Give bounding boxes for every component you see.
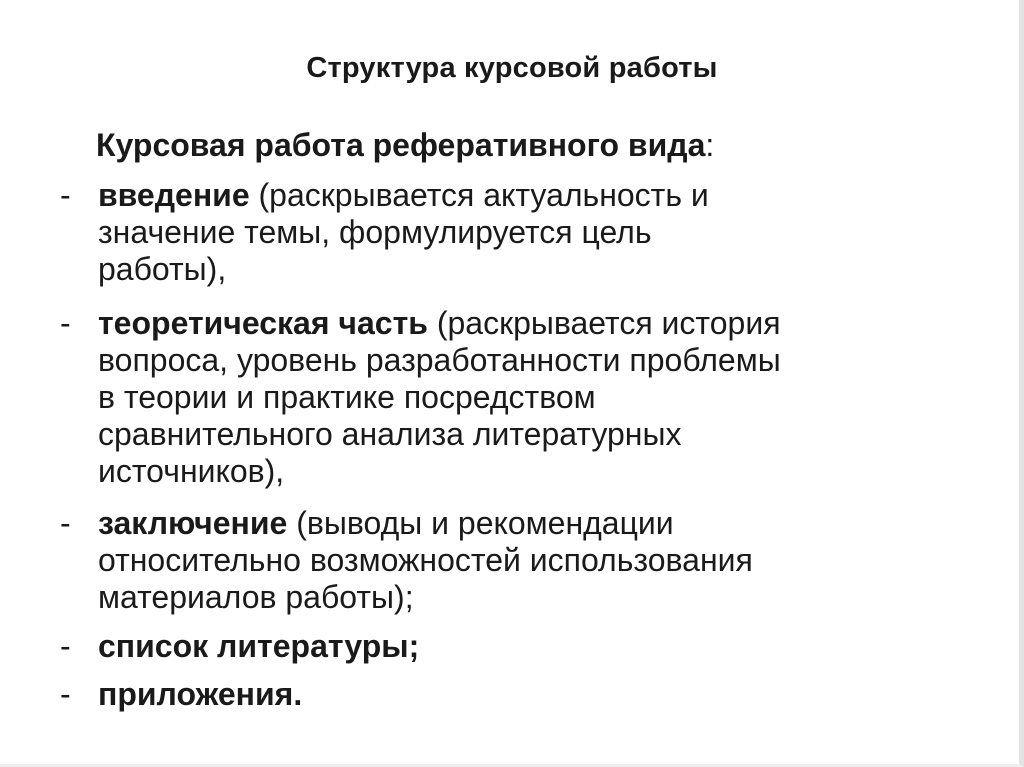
intro-lead: Курсовая работа реферативного вида bbox=[96, 127, 706, 163]
slide-title: Структура курсовой работы bbox=[306, 52, 718, 84]
list-item-term: теоретическая часть bbox=[98, 305, 428, 341]
list-item-line: вопроса, уровень разработанности проблемы bbox=[98, 342, 781, 378]
list-item-text: (выводы и рекомендации bbox=[287, 505, 674, 541]
list-item-line: материалов работы); bbox=[98, 579, 414, 615]
list-bullet: - bbox=[60, 628, 71, 664]
list-item-line: в теории и практике посредством bbox=[98, 379, 596, 415]
list-bullet: - bbox=[60, 505, 71, 541]
intro-colon: : bbox=[705, 127, 715, 163]
list-item-term: введение bbox=[98, 177, 250, 213]
list-bullet: - bbox=[60, 676, 71, 712]
list-item-line bbox=[98, 629, 419, 664]
intro-line bbox=[96, 126, 714, 164]
list-item-line: источников), bbox=[98, 453, 285, 489]
list-item-line: работы), bbox=[98, 251, 227, 287]
list-item-term: заключение bbox=[98, 505, 288, 541]
list-item-line bbox=[98, 178, 709, 213]
list-item-term: приложения. bbox=[98, 676, 303, 712]
list-item-text: (раскрывается актуальность и bbox=[249, 177, 709, 213]
list-item-line: сравнительного анализа литературных bbox=[98, 416, 682, 452]
list-item-line: относительно возможностей использования bbox=[98, 542, 753, 578]
list-item-line bbox=[98, 506, 674, 541]
list-item-line bbox=[98, 306, 781, 341]
list-item-line bbox=[98, 677, 302, 712]
list-item-text: (раскрывается история bbox=[427, 305, 781, 341]
list-bullet: - bbox=[60, 177, 71, 213]
list-item-line: значение темы, формулируется цель bbox=[98, 214, 652, 250]
list-bullet: - bbox=[60, 305, 71, 341]
list-item-term: список литературы; bbox=[98, 628, 420, 664]
